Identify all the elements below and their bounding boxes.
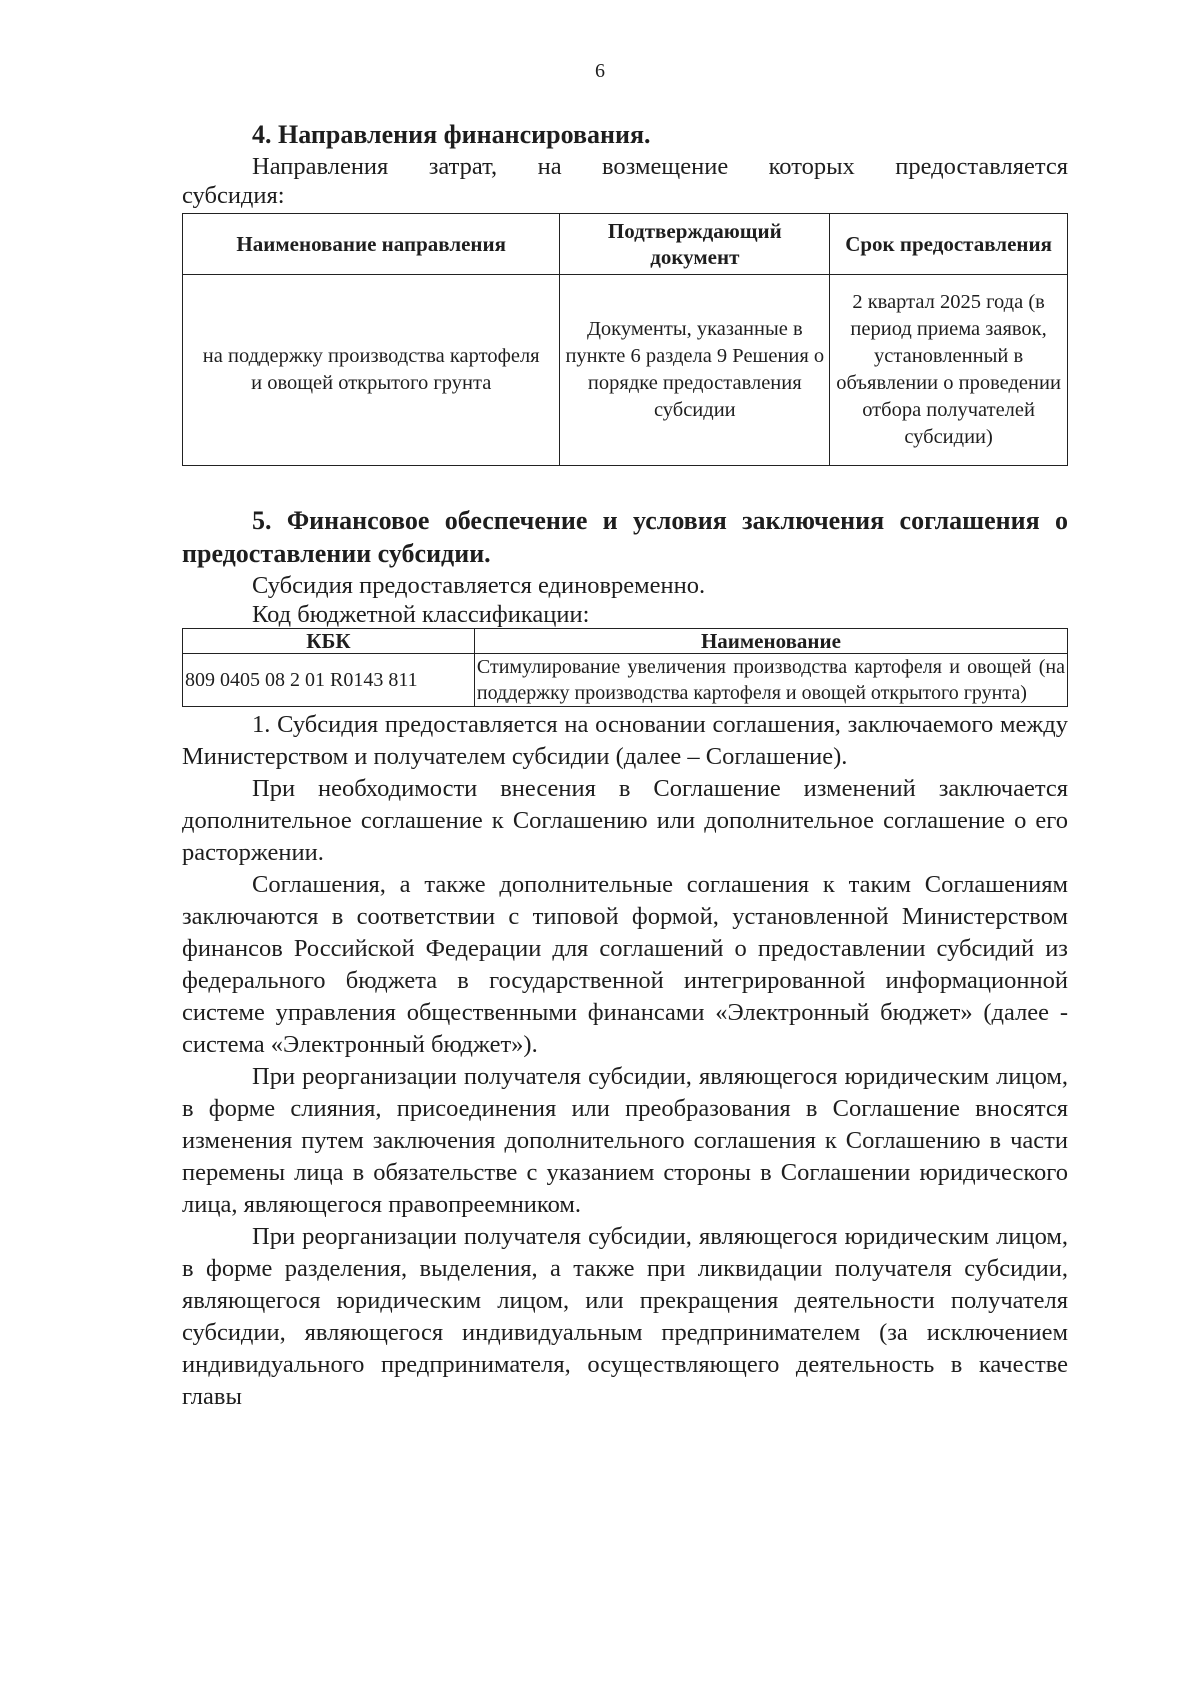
table-cell-name: Стимулирование увеличения производства картофеля и овощей (на поддержку производства картофеля и овощей открытого грунта) [474,654,1067,707]
table-header-cell: Наименование [474,629,1067,654]
body-paragraph: При реорганизации получателя субсидии, являющегося юридическим лицом, в форме слияния, присоединения или преобразования в Соглашение вносятся изменения путем заключения дополнительного соглашения к Соглашению в части перемены лица в обязательстве с указанием стороны в Соглашении юридического лица, являющегося правопреемником. [182,1063,1068,1218]
table-header-row [183,629,1068,654]
page-number: 6 [595,60,605,82]
table-cell-kbk: 809 0405 08 2 01 R0143 811 [183,654,475,707]
budget-classification-table [182,628,1068,707]
table-cell-document: Документы, указанные в пункте 6 раздела 9 Решения о порядке предоставления субсидии [560,275,830,466]
table-header-cell: Подтверждающий документ [560,214,830,275]
page-content [182,118,1068,1413]
table-header-cell: КБК [183,629,475,654]
body-paragraph: Соглашения, а также дополнительные соглашения к таким Соглашениям заключаются в соответствии с типовой формой, установленной Министерством финансов Российской Федерации для соглашений о предоставлении субсидий из федерального бюджета в государственной интегрированной информационной системе управления общественными финансами «Электронный бюджет» (далее - система «Электронный бюджет»). [182,871,1068,1058]
section-4-intro-line2: субсидия: [182,182,285,209]
table-row [183,275,1068,466]
section-4-heading: 4. Направления финансирования. [252,120,651,149]
table-cell-direction: на поддержку производства картофеля и овощей открытого грунта [183,275,560,466]
body-paragraph: При реорганизации получателя субсидии, являющегося юридическим лицом, в форме разделения, выделения, а также при ликвидации получателя субсидии, являющегося юридическим лицом, или прекращения деятельности получателя субсидии, являющегося индивидуальным предпринимателем (за исключением индивидуального предпринимателя, осуществляющего деятельность в качестве главы [182,1223,1068,1410]
table-header-row [183,214,1068,275]
table-row [183,654,1068,707]
section-5-paragraph-once: Субсидия предоставляется единовременно. [252,572,706,599]
financing-directions-table [182,213,1068,466]
table-header-cell: Наименование направления [183,214,560,275]
section-5-heading: 5. Финансовое обеспечение и условия заключения соглашения о предоставлении субсидии. [182,506,1068,568]
body-paragraph: При необходимости внесения в Соглашение изменений заключается дополнительное соглашение к Соглашению или дополнительное соглашение о его расторжении. [182,775,1068,866]
table-cell-term: 2 квартал 2025 года (в период приема заявок, установленный в объявлении о проведении отбора получателей субсидии) [830,275,1068,466]
body-paragraph: 1. Субсидия предоставляется на основании соглашения, заключаемого между Министерством и получателем субсидии (далее – Соглашение). [182,711,1068,770]
spacer [182,466,1068,504]
section-5-paragraph-code: Код бюджетной классификации: [252,601,590,628]
section-4-intro-line1: Направления затрат, на возмещение которых предоставляется [252,153,1068,180]
table-header-cell: Срок предоставления [830,214,1068,275]
